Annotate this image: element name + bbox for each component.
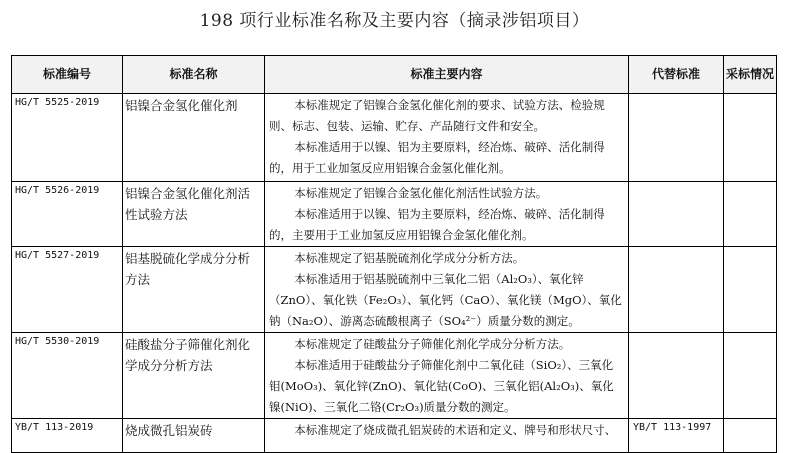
table-row	[12, 182, 777, 247]
standard-code: HG/T 5526-2019	[12, 182, 123, 247]
table-header-row	[12, 56, 777, 94]
adoption-status	[724, 333, 777, 419]
standard-content	[265, 247, 629, 333]
header-replace: 代替标准	[629, 56, 724, 94]
content-paragraph: 本标准规定了硅酸盐分子筛催化剂化学成分分析方法。	[294, 337, 571, 351]
header-code: 标准编号	[12, 56, 123, 94]
replaced-standard: YB/T 113-1997	[629, 419, 724, 453]
content-paragraph: 本标准规定了铝基脱硫剂化学成分分析方法。	[294, 251, 525, 265]
header-name: 标准名称	[123, 56, 265, 94]
standard-name: 硅酸盐分子筛催化剂化学成分分析方法	[123, 333, 265, 419]
table-row	[12, 419, 777, 453]
standard-name: 铝镍合金氢化催化剂	[123, 94, 265, 182]
content-paragraph: 本标准适用于以镍、铝为主要原料，经冶炼、破碎、活化制得的，主要用于工业加氢反应用铝镍合金氢化催化剂。	[269, 207, 605, 242]
table-row	[12, 94, 777, 182]
content-paragraph: 本标准规定了烧成微孔铝炭砖的术语和定义、牌号和形状尺寸、	[294, 423, 617, 437]
standard-code: HG/T 5530-2019	[12, 333, 123, 419]
standards-table	[11, 55, 777, 453]
standard-code: YB/T 113-2019	[12, 419, 123, 453]
standard-code: HG/T 5525-2019	[12, 94, 123, 182]
standard-name: 铝基脱硫化学成分分析方法	[123, 247, 265, 333]
replaced-standard	[629, 247, 724, 333]
standard-content	[265, 419, 629, 453]
content-paragraph: 本标准规定了铝镍合金氢化催化剂活性试验方法。	[294, 186, 548, 200]
replaced-standard	[629, 333, 724, 419]
content-paragraph: 本标准适用于以镍、铝为主要原料，经冶炼、破碎、活化制得的，用于工业加氢反应用铝镍合金氢化催化剂。	[269, 140, 605, 175]
adoption-status	[724, 182, 777, 247]
standard-content	[265, 182, 629, 247]
adoption-status	[724, 247, 777, 333]
standard-name: 铝镍合金氢化催化剂活性试验方法	[123, 182, 265, 247]
table-row	[12, 333, 777, 419]
adoption-status	[724, 94, 777, 182]
header-adopt: 采标情况	[724, 56, 777, 94]
content-paragraph: 本标准规定了铝镍合金氢化催化剂的要求、试验方法、检验规则、标志、包装、运输、贮存、产品随行文件和安全。	[269, 98, 605, 133]
content-paragraph: 本标准适用于硅酸盐分子筛催化剂中二氧化硅（SiO₂）、三氧化钼(MoO₃)、氧化锌(ZnO)、氧化钴(CoO)、三氧化铝(Al₂O₃)、氧化镍(NiO)、三氧化二铬(Cr₂O₃)质量分数的测定。	[269, 358, 614, 414]
standard-content	[265, 333, 629, 419]
adoption-status	[724, 419, 777, 453]
standard-content	[265, 94, 629, 182]
page-title: 198 项行业标准名称及主要内容（摘录涉铝项目）	[199, 11, 590, 31]
table-row	[12, 247, 777, 333]
standard-name: 烧成微孔铝炭砖	[123, 419, 265, 453]
replaced-standard	[629, 182, 724, 247]
content-paragraph: 本标准适用于铝基脱硫剂中三氧化二铝（Al₂O₃）、氧化锌（ZnO）、氧化铁（Fe₂O₃）、氧化钙（CaO）、氧化镁（MgO）、氧化钠（Na₂O）、游离态硫酸根离子（SO₄²⁻）质量分数的测定。	[269, 272, 622, 328]
header-content: 标准主要内容	[265, 56, 629, 94]
standard-code: HG/T 5527-2019	[12, 247, 123, 333]
replaced-standard	[629, 94, 724, 182]
